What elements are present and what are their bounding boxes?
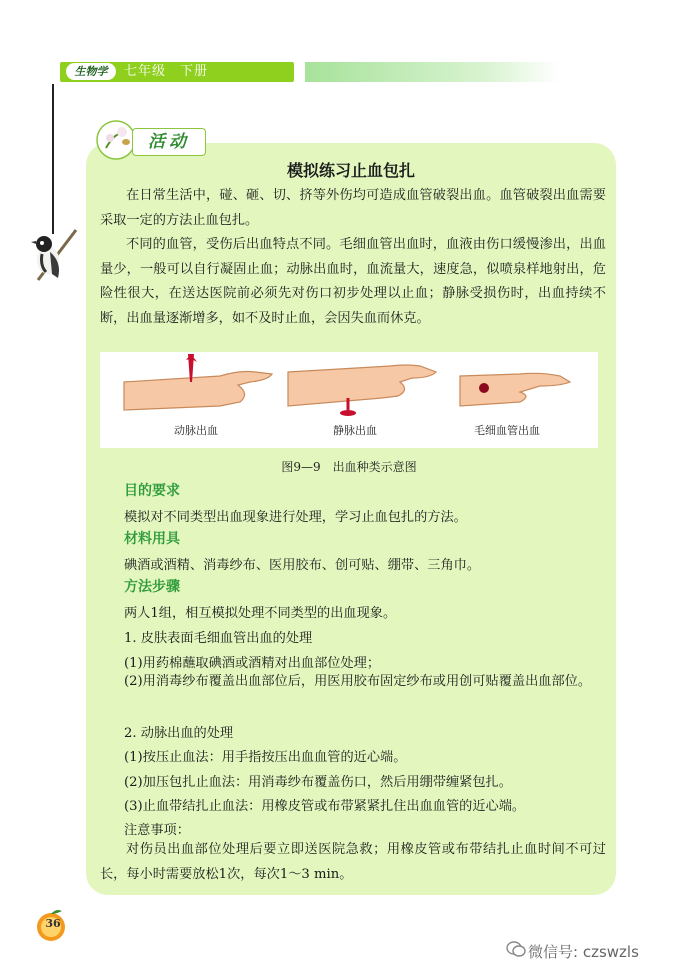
- capillary-arm-icon: [460, 373, 570, 406]
- step-2b: (2)加压包扎止血法：用消毒纱布覆盖伤口，然后用绷带缠紧包扎。: [124, 775, 512, 790]
- activity-label: 活动: [132, 128, 206, 156]
- step-2c: (3)止血带结扎止血法：用橡皮管或布带紧紧扎住出血血管的近心端。: [124, 799, 526, 814]
- page-number: 36: [45, 917, 61, 930]
- arterial-label: 动脉出血: [174, 424, 218, 437]
- step-1-title: 1. 皮肤表面毛细血管出血的处理: [124, 631, 313, 646]
- intro-paragraph-1: 在日常生活中，碰、砸、切、挤等外伤均可造成血管破裂出血。血管破裂出血需要采取一定的方法止血包扎。: [100, 188, 606, 228]
- activity-title: 模拟练习止血包扎: [286, 161, 415, 180]
- step-2a: (1)按压止血法：用手指按压出血血管的近心端。: [124, 750, 407, 765]
- wechat-id: 微信号: czswzls: [528, 943, 639, 961]
- arterial-arm-icon: [124, 354, 272, 410]
- step-2-title: 2. 动脉出血的处理: [124, 726, 234, 741]
- step-1b: (2)用消毒纱布覆盖出血部位后，用医用胶布固定纱布或用创可贴覆盖出血部位。: [124, 674, 592, 689]
- grade-label: 七年级 下册: [124, 64, 209, 79]
- step-1a: (1)用药棉蘸取碘酒或酒精对出血部位处理；: [124, 656, 381, 671]
- intro-paragraph-2: 不同的血管，受伤后出血特点不同。毛细血管出血时，血液由伤口缓慢渗出，出血量少，一般可以自行凝固止血；动脉出血时，血流量大，速度急，似喷泉样地射出，危险性很大，在送达医院前必须先对伤口初步处理以止血；静脉受损伤时，出血持续不断，出血量逐渐增多，如不及时止血，会因失血而休克。: [100, 237, 606, 326]
- figure-caption: 图9—9 出血种类示意图: [281, 460, 417, 474]
- note-text: 对伤员出血部位处理后要立即送医院急救；用橡皮管或布带结扎止血时间不可过长，每小时需要放松1次，每次1～3 min。: [100, 842, 606, 882]
- venous-arm-icon: [288, 365, 436, 416]
- bird-illustration: [28, 222, 80, 284]
- wechat-icon: [506, 940, 526, 958]
- capillary-label: 毛细血管出血: [474, 424, 540, 437]
- step-intro: 两人1组，相互模拟处理不同类型的出血现象。: [124, 606, 397, 621]
- goal-heading: 目的要求: [124, 483, 180, 499]
- margin-line: [52, 84, 54, 234]
- goal-text: 模拟对不同类型出血现象进行处理，学习止血包扎的方法。: [124, 510, 467, 525]
- materials-text: 碘酒或酒精、消毒纱布、医用胶布、创可贴、绷带、三角巾。: [124, 558, 481, 573]
- venous-label: 静脉出血: [333, 424, 377, 437]
- note-heading: 注意事项：: [124, 823, 190, 838]
- materials-heading: 材料用具: [124, 531, 180, 547]
- subject-badge: 生物学: [66, 63, 116, 80]
- header-gradient: [305, 62, 560, 82]
- steps-heading: 方法步骤: [124, 579, 180, 595]
